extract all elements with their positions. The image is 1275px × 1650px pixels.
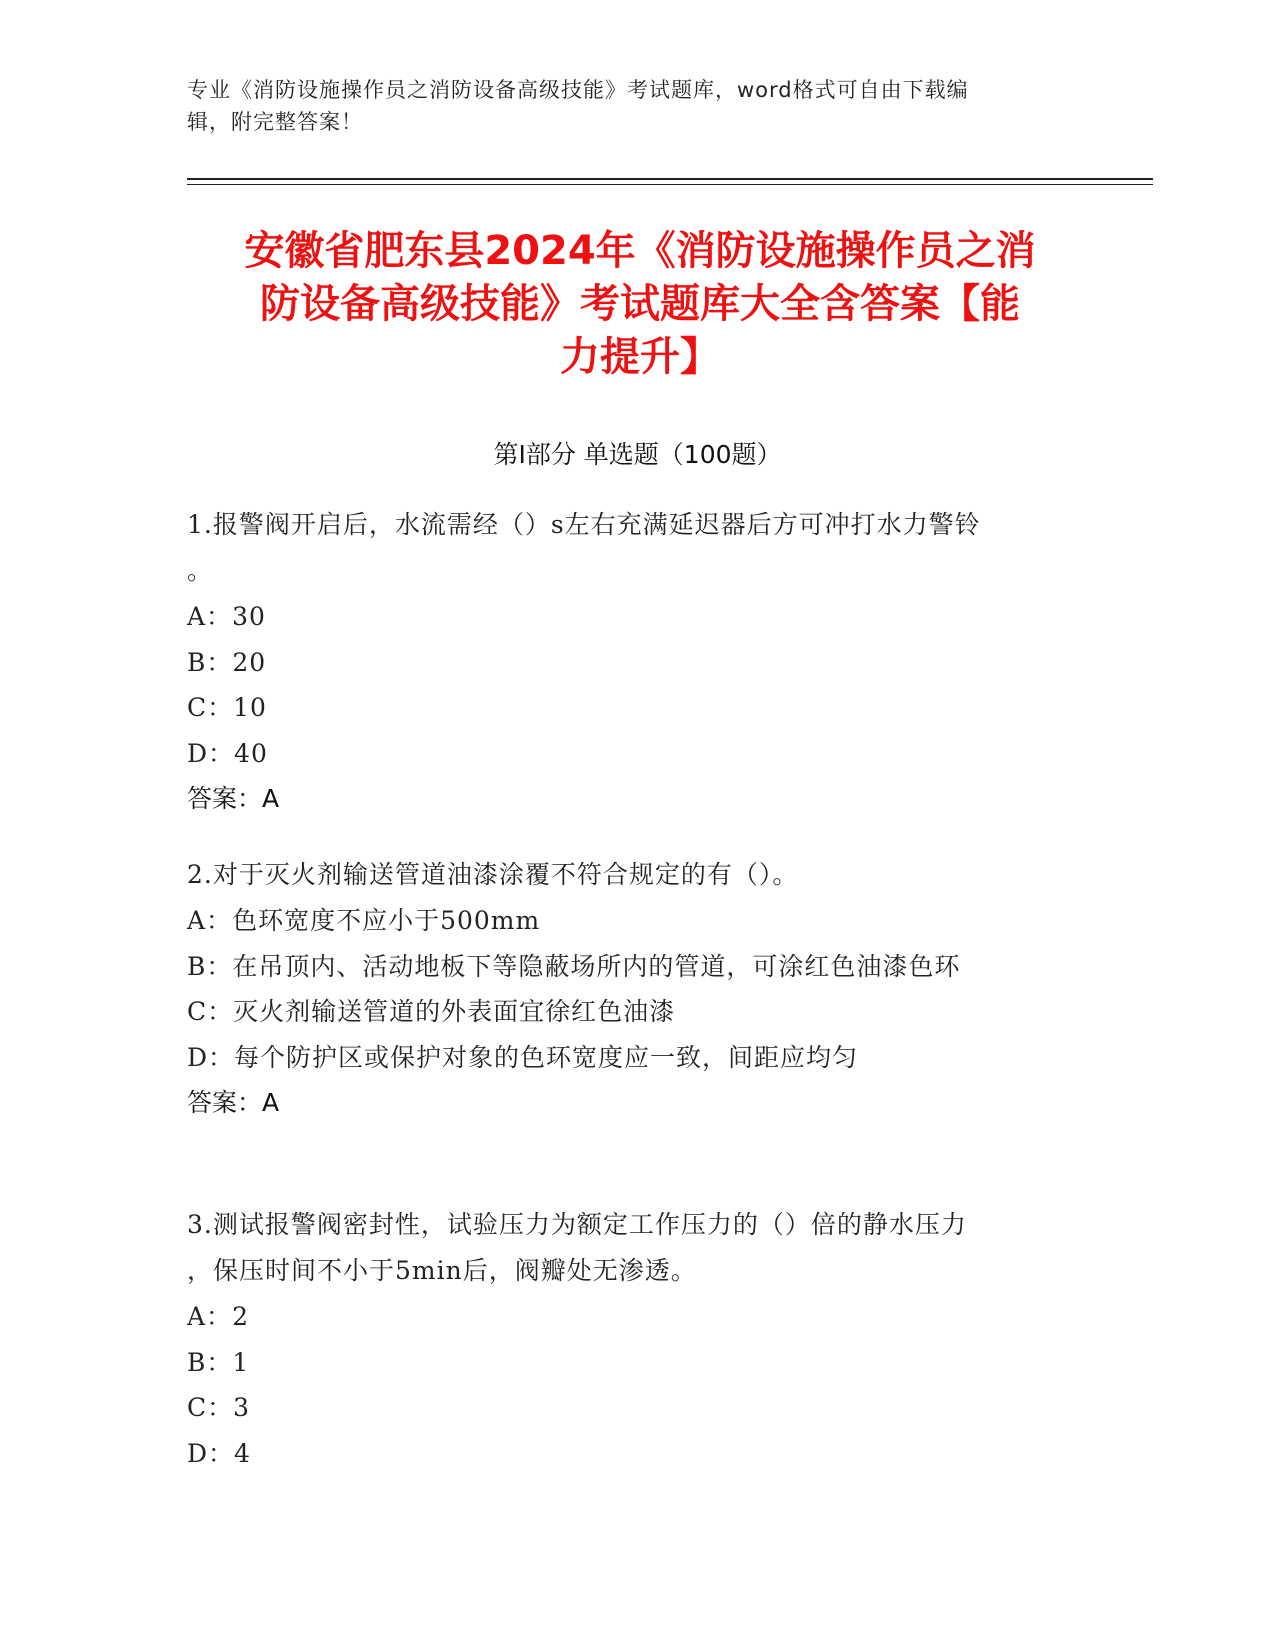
option-d [187,731,1087,777]
question-stem: 2.对于灭火剂输送管道油漆涂覆不符合规定的有（）。 [187,860,799,889]
question-2 [187,852,1087,1126]
option-key: D： [187,738,235,768]
question-1 [187,502,1087,822]
header-rule-thin [187,184,1153,185]
option-key: C： [187,997,234,1026]
option-c [187,1385,1087,1431]
option-text: 灭火剂输送管道的外表面宜徐红色油漆 [233,997,676,1026]
option-text: 在吊顶内、活动地板下等隐蔽场所内的管道，可涂红色油漆色环 [232,951,961,981]
option-key: D： [187,1042,235,1072]
header-note [187,74,1067,138]
option-key: C： [187,693,234,722]
document-title-line-2: 防设备高级技能》考试题库大全含答案【能 [260,281,1020,327]
option-key: A： [187,602,233,631]
header-rule-thick [187,178,1153,180]
question-stem-continued: 。 [187,556,214,585]
option-b [187,944,1087,990]
option-text: 色环宽度不应小于500mm [232,906,541,935]
option-key: A： [187,1302,233,1331]
option-key: D： [187,1438,235,1468]
option-a [187,898,1087,944]
option-key: B： [187,951,233,981]
option-d [187,1431,1087,1477]
question-stem: 3.测试报警阀密封性，试验压力为额定工作压力的（）倍的静水压力 [187,1210,967,1239]
question-stem: 1.报警阀开启后，水流需经（）s左右充满延迟器后方可冲打水力警铃 [187,510,981,539]
option-text: 10 [233,693,267,722]
option-d [187,1035,1087,1081]
option-text: 4 [234,1438,251,1468]
answer: 答案：A [187,784,280,813]
header-note-line-1: 专业《消防设施操作员之消防设备高级技能》考试题库，word格式可自由下载编 [187,78,969,102]
option-c [187,685,1087,731]
section-title: 第Ⅰ部分 单选题（100题） [493,440,782,469]
document-title-line-3: 力提升】 [560,334,720,380]
question-3 [187,1202,1087,1476]
option-b [187,640,1087,686]
option-key: C： [187,1393,234,1422]
option-a [187,594,1087,640]
document-title-line-1: 安徽省肥东县2024年《消防设施操作员之消 [244,228,1036,274]
option-a [187,1294,1087,1340]
question-stem-continued: ，保压时间不小于5min后，阀瓣处无渗透。 [187,1256,697,1285]
option-key: B： [187,647,233,677]
answer: 答案：A [187,1088,280,1117]
header-note-line-2: 辑，附完整答案！ [187,110,363,134]
option-text: 40 [234,738,268,768]
option-b [187,1340,1087,1386]
option-c [187,989,1087,1035]
option-text: 1 [232,1347,250,1377]
option-text: 2 [232,1302,249,1331]
option-text: 每个防护区或保护对象的色环宽度应一致，间距应均匀 [234,1042,859,1072]
option-key: B： [187,1347,233,1377]
option-text: 30 [232,602,266,631]
document-title [180,225,1100,384]
option-key: A： [187,906,233,935]
option-text: 3 [233,1393,251,1422]
option-text: 20 [232,647,267,677]
